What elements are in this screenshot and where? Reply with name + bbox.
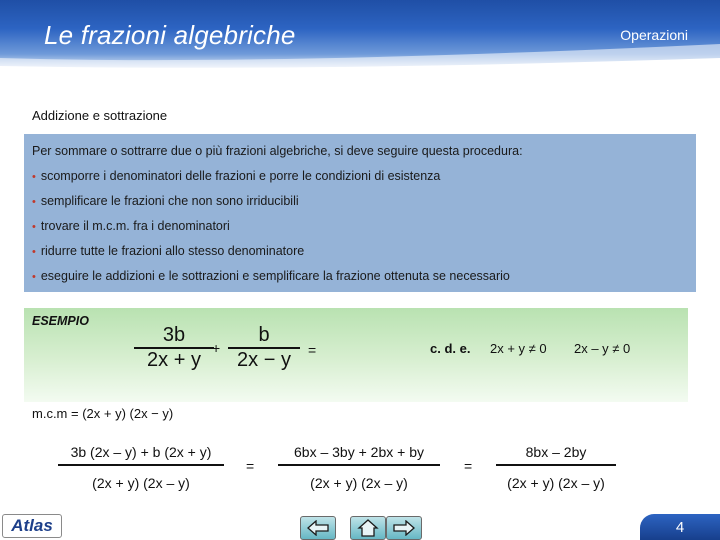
page-number: 4 <box>640 514 720 540</box>
fraction-bar <box>278 464 440 466</box>
fraction-numerator: 6bx – 3by + 2bx + by <box>294 444 424 460</box>
example-fraction-2 <box>228 324 300 372</box>
fraction-bar <box>58 464 224 466</box>
fraction-numerator: b <box>258 324 270 346</box>
fraction-numerator: 3b <box>162 324 186 346</box>
bullet-icon: • <box>32 221 36 233</box>
plus-sign: + <box>212 340 221 356</box>
home-button[interactable] <box>350 516 386 540</box>
procedure-intro: Per sommare o sottrarre due o più frazioni algebriche, si deve seguire questa procedura: <box>32 144 523 158</box>
condition-1: 2x + y ≠ 0 <box>490 341 547 356</box>
bullet-icon: • <box>32 271 36 283</box>
fraction-denominator: (2x + y) (2x – y) <box>92 474 190 491</box>
fraction-bar <box>496 464 616 466</box>
bullet-icon: • <box>32 196 36 208</box>
fraction-denominator: 2x − y <box>237 348 291 371</box>
procedure-step: • scomporre i denominatori delle frazioni e porre le condizioni di esistenza <box>32 169 441 183</box>
procedure-box <box>24 134 696 292</box>
equals-sign: = <box>464 458 473 474</box>
fraction-numerator: 8bx – 2by <box>525 444 587 460</box>
page-title: Le frazioni algebriche <box>44 20 296 50</box>
section-label: Operazioni <box>620 27 688 43</box>
condition-2: 2x – y ≠ 0 <box>574 341 631 356</box>
example-fraction-1 <box>134 324 214 372</box>
fraction-denominator: (2x + y) (2x – y) <box>310 474 408 491</box>
equals-sign: = <box>308 342 317 358</box>
procedure-step: • ridurre tutte le frazioni allo stesso denominatore <box>32 244 305 258</box>
bullet-icon: • <box>32 246 36 258</box>
fraction-numerator: 3b (2x – y) + b (2x + y) <box>70 444 212 460</box>
arrow-left-icon <box>306 520 330 536</box>
fraction-denominator: 2x + y <box>147 348 201 371</box>
procedure-step: • eseguire le addizioni e le sottrazioni e semplificare la frazione ottenuta se necessario <box>32 269 510 283</box>
example-label: ESEMPIO <box>32 314 89 328</box>
fraction-denominator: (2x + y) (2x – y) <box>507 474 605 491</box>
previous-button[interactable] <box>300 516 336 540</box>
lcm-line: m.c.m = (2x + y) (2x − y) <box>32 406 174 421</box>
bullet-icon: • <box>32 171 36 183</box>
next-button[interactable] <box>386 516 422 540</box>
atlas-logo: Atlas <box>2 514 62 538</box>
section-subtitle: Addizione e sottrazione <box>32 108 168 123</box>
home-icon <box>357 519 379 537</box>
step-fraction-3 <box>496 444 616 491</box>
procedure-step: • trovare il m.c.m. fra i denominatori <box>32 219 230 233</box>
step-fraction-1 <box>58 444 224 491</box>
equals-sign: = <box>246 458 255 474</box>
procedure-step: • semplificare le frazioni che non sono irriducibili <box>32 194 299 208</box>
arrow-right-icon <box>392 520 416 536</box>
existence-conditions-label: c. d. e. <box>430 341 471 356</box>
step-fraction-2 <box>278 444 440 491</box>
